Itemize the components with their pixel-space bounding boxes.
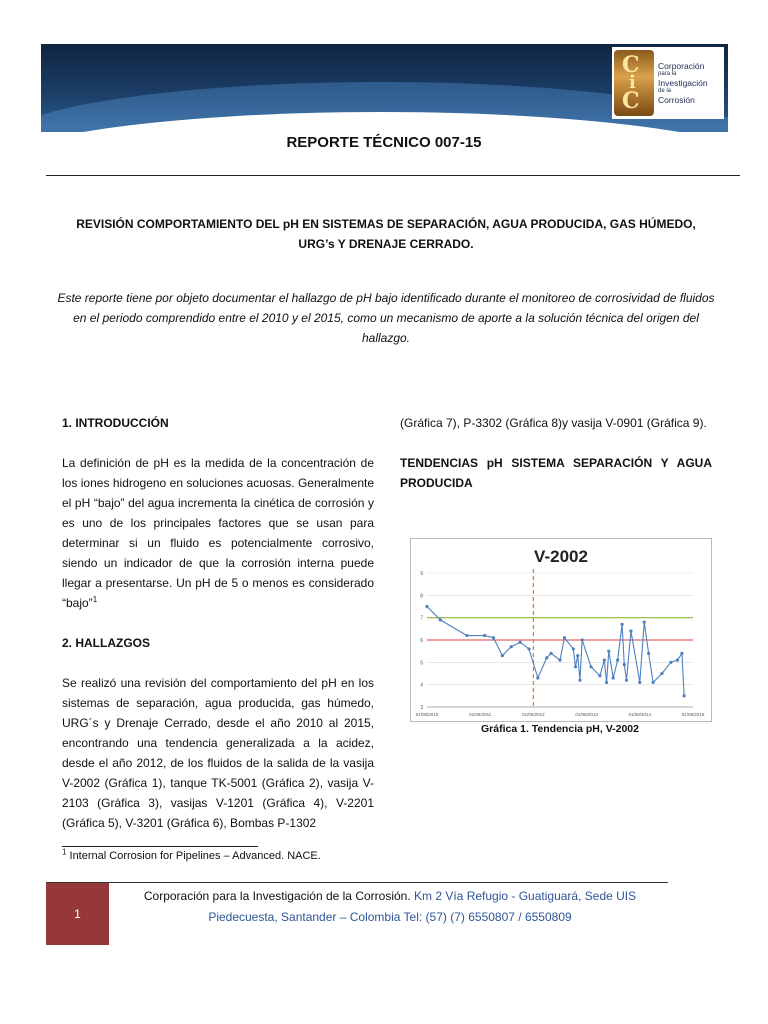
data-point <box>603 659 606 662</box>
report-title: REPORTE TÉCNICO 007-15 <box>286 134 482 151</box>
intro-heading: 1. INTRODUCCIÓN <box>62 416 169 430</box>
data-point <box>683 694 686 697</box>
findings-continued: (Gráfica 7), P-3302 (Gráfica 8)y vasija V-0901 (Gráfica 9). <box>400 416 707 430</box>
data-point <box>572 647 575 650</box>
data-point <box>643 621 646 624</box>
footer-text <box>112 886 668 928</box>
y-tick-label: 3 <box>420 705 423 711</box>
intro-text: La definición de pH es la medida de la concentración de los iones hidrogeno en soluciones acuosas. Generalmente el pH “bajo” del agua incrementa la cinética de corrosión y es uno de los principales factores que se usan para determinar si un fluido es potencialmente corrosivo, siendo un indicador de que la corrosión interna puede llegar a presentarse. Un pH de 5 o menos es considerado “bajo” <box>62 456 374 610</box>
data-point <box>652 681 655 684</box>
report-subject <box>56 214 716 254</box>
logo-mark-icon <box>614 50 654 116</box>
data-point <box>660 672 663 675</box>
data-point <box>598 674 601 677</box>
logo-line4: de la <box>658 88 672 94</box>
data-point <box>623 663 626 666</box>
title-rule <box>46 175 740 176</box>
logo-line3: Investigación <box>658 78 708 88</box>
data-point <box>638 681 641 684</box>
footer-org: Corporación para la Investigación de la Corrosión. <box>143 889 411 903</box>
logo-letter-c1: C <box>622 52 640 78</box>
data-point <box>563 636 566 639</box>
x-tick-label: 01/08/2013 <box>575 712 598 717</box>
data-point <box>558 659 561 662</box>
chart-caption: Gráfica 1. Tendencia pH, V-2002 <box>481 723 639 735</box>
data-point <box>483 634 486 637</box>
subject-line-2: URG’s Y DRENAJE CERRADO. <box>298 237 474 251</box>
logo-text <box>658 61 708 105</box>
page-number: 1 <box>46 883 109 945</box>
y-tick-label: 7 <box>420 615 423 622</box>
chart-title: V-2002 <box>534 547 588 566</box>
footer-line-2: Piedecuesta, Santander – Colombia Tel: (57) (7) 6550807 / 6550809 <box>208 910 572 924</box>
data-point <box>550 652 553 655</box>
data-point <box>589 665 592 668</box>
data-point <box>519 641 522 644</box>
data-point <box>439 618 442 621</box>
y-tick-label: 5 <box>420 660 423 667</box>
report-abstract: Este reporte tiene por objeto documentar el hallazgo de pH bajo identificado durante el monitoreo de corrosividad de fluidos en el periodo comprendido entre el 2010 y el 2015, como un mecanismo de aporte a la solución técnica del origen del hallazgo. <box>57 291 715 345</box>
logo-line2: para la <box>658 71 677 77</box>
data-point <box>576 654 579 657</box>
ph-chart <box>410 538 712 722</box>
footer-rule <box>46 882 668 883</box>
data-point <box>574 665 577 668</box>
x-tick-label: 01/08/2011 <box>469 712 492 717</box>
data-point <box>605 681 608 684</box>
footer-address: Km 2 Vía Refugio - Guatiguará, Sede UIS <box>410 889 637 903</box>
data-point <box>680 652 683 655</box>
data-point <box>545 656 548 659</box>
footnote-text: Internal Corrosion for Pipelines – Advanced. NACE. <box>66 850 321 862</box>
footnote-ref: 1 <box>62 847 67 857</box>
logo-letter-i: i <box>629 72 636 93</box>
chart-svg <box>411 539 711 721</box>
y-tick-label: 9 <box>420 571 423 577</box>
data-point <box>612 676 615 679</box>
data-point <box>501 654 504 657</box>
footnote-rule <box>62 846 258 847</box>
logo-line5: Corrosión <box>658 95 695 105</box>
series-line-pH <box>427 607 684 696</box>
footer-line-1 <box>112 886 668 907</box>
footnote <box>62 847 321 862</box>
intro-footnote-ref[interactable]: 1 <box>92 595 98 604</box>
data-point <box>629 629 632 632</box>
findings-heading: 2. HALLAZGOS <box>62 636 151 650</box>
findings-paragraph: Se realizó una revisión del comportamiento del pH en los sistemas de separación, agua producida, gas húmedo, URG´s y Drenaje Cerrado, desde el año 2010 al 2015, encontrando una tendencia generalizada a la acidez, desde el año 2012, de los fluidos de la salida de la vasija V-2002 (Gráfica 1), tanque TK-5001 (Gráfica 2), vasija V-2103 (Gráfica 3), vasijas V-1201 (Gráfica 4), V-2201 (Gráfica 5), V-3201 (Gráfica 6), Bombas P-1302 <box>62 676 374 830</box>
x-tick-label: 01/08/2014 <box>628 712 652 717</box>
data-point <box>465 634 468 637</box>
y-tick-label: 4 <box>420 682 423 689</box>
intro-paragraph <box>62 453 374 613</box>
logo-line1: Corporación <box>658 61 705 71</box>
data-point <box>676 659 679 662</box>
logo-letter-c2: C <box>622 88 640 114</box>
data-point <box>578 679 581 682</box>
x-tick-label: 01/08/2012 <box>522 712 545 717</box>
trends-heading: TENDENCIAS pH SISTEMA SEPARACIÓN Y AGUA PRODUCIDA <box>400 456 712 490</box>
right-column <box>400 413 712 493</box>
data-point <box>492 636 495 639</box>
data-point <box>669 661 672 664</box>
data-point <box>536 676 539 679</box>
data-point <box>625 679 628 682</box>
data-point <box>616 659 619 662</box>
y-tick-label: 8 <box>420 593 423 600</box>
data-point <box>425 605 428 608</box>
x-tick-label: 01/08/2010 <box>415 712 439 717</box>
cic-logo <box>612 47 724 119</box>
data-point <box>620 623 623 626</box>
left-column <box>62 413 374 833</box>
data-point <box>581 638 584 641</box>
x-tick-label: 01/08/2015 <box>681 712 705 717</box>
y-tick-label: 6 <box>420 638 423 644</box>
data-point <box>510 645 513 648</box>
data-point <box>647 652 650 655</box>
data-point <box>527 647 530 650</box>
data-point <box>607 650 610 653</box>
subject-line-1: REVISIÓN COMPORTAMIENTO DEL pH EN SISTEMAS DE SEPARACIÓN, AGUA PRODUCIDA, GAS HÚMEDO, <box>76 217 696 231</box>
